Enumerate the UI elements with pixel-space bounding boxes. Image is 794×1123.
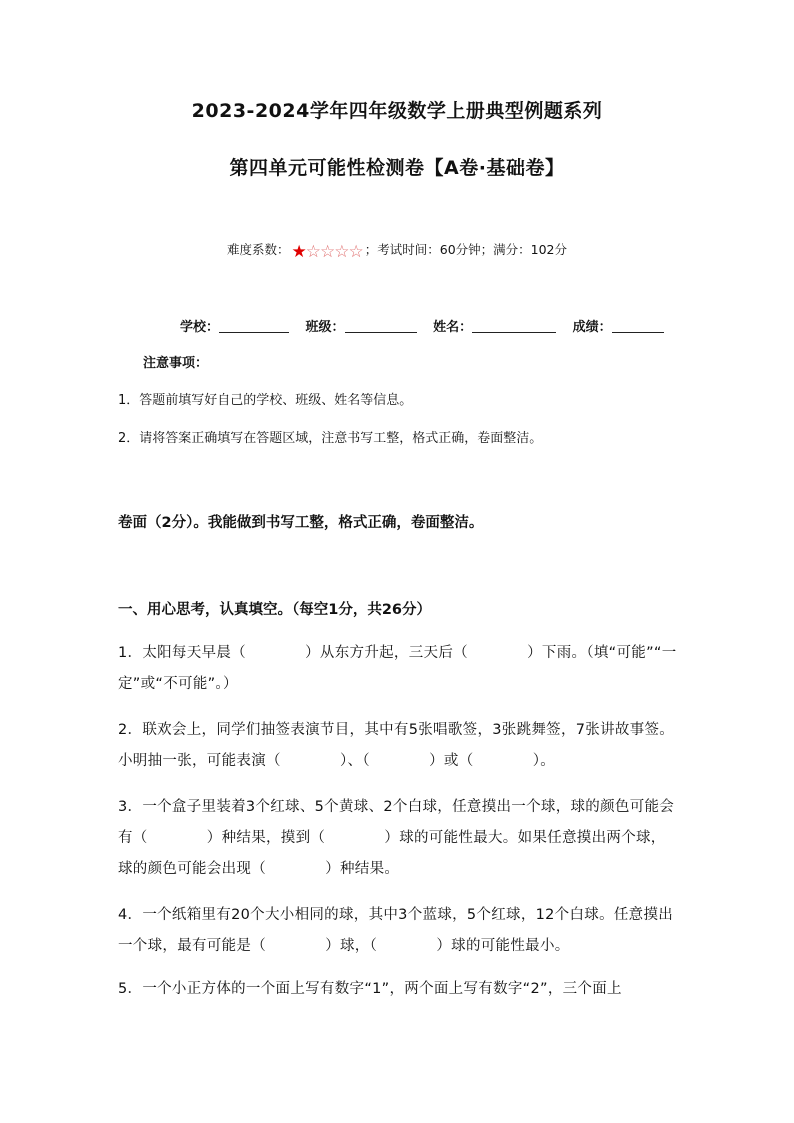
name-field bbox=[433, 316, 556, 335]
student-info-row bbox=[180, 316, 676, 335]
difficulty-label: 难度系数： bbox=[226, 242, 290, 257]
star-empty-icon: ☆ bbox=[305, 242, 321, 262]
score-field bbox=[573, 316, 664, 335]
star-filled-icon: ★ bbox=[291, 242, 307, 262]
difficulty-stars bbox=[292, 244, 363, 261]
exam-title-line1: 2023-2024学年四年级数学上册典型例题系列 bbox=[191, 100, 603, 122]
name-label: 姓名： bbox=[433, 320, 473, 335]
question-5: 5．一个小正方体的一个面上写有数字“1”，两个面上写有数字“2”，三个面上 bbox=[118, 981, 622, 997]
score-label: 成绩： bbox=[572, 320, 612, 335]
score-blank[interactable] bbox=[612, 319, 664, 333]
name-blank[interactable] bbox=[472, 319, 556, 333]
exam-title-line2: 第四单元可能性检测卷【A卷·基础卷】 bbox=[229, 157, 565, 179]
school-blank[interactable] bbox=[219, 319, 289, 333]
neatness-statement: 卷面（2分）。我能做到书写工整，格式正确，卷面整洁。 bbox=[118, 515, 484, 531]
note-item: 2．请将答案正确填写在答题区域，注意书写工整，格式正确，卷面整洁。 bbox=[118, 431, 543, 446]
class-field bbox=[306, 316, 417, 335]
star-empty-icon: ☆ bbox=[348, 242, 364, 262]
note-item: 1．答题前填写好自己的学校、班级、姓名等信息。 bbox=[118, 393, 413, 408]
star-empty-icon: ☆ bbox=[320, 242, 336, 262]
class-blank[interactable] bbox=[345, 319, 417, 333]
school-label: 学校： bbox=[180, 320, 220, 335]
question-3: 3．一个盒子里装着3个红球、5个黄球、2个白球，任意摸出一个球，球的颜色可能会有（ ）种结果，摸到（ ）球的可能性最大。如果任意摸出两个球，球的颜色可能会出现（ ）种结果。 bbox=[118, 799, 675, 877]
star-empty-icon: ☆ bbox=[334, 242, 350, 262]
question-1: 1．太阳每天早晨（ ）从东方升起，三天后（ ）下雨。（填“可能”“一定”或“不可能”。） bbox=[118, 645, 677, 692]
school-field bbox=[180, 316, 289, 335]
section-heading: 一、用心思考，认真填空。（每空1分，共26分） bbox=[118, 602, 432, 618]
exam-meta bbox=[0, 240, 794, 261]
question-2: 2．联欢会上，同学们抽签表演节目，其中有5张唱歌签，3张跳舞签，7张讲故事签。小明抽一张，可能表演（ ）、（ ）或（ ）。 bbox=[118, 722, 675, 769]
notes-title: 注意事项： bbox=[143, 356, 209, 371]
time-and-score: ；考试时间：60分钟；满分：102分 bbox=[364, 242, 568, 257]
class-label: 班级： bbox=[305, 320, 345, 335]
question-4: 4．一个纸箱里有20个大小相同的球，其中3个蓝球，5个红球，12个白球。任意摸出一个球，最有可能是（ ）球，（ ）球的可能性最小。 bbox=[118, 907, 674, 954]
